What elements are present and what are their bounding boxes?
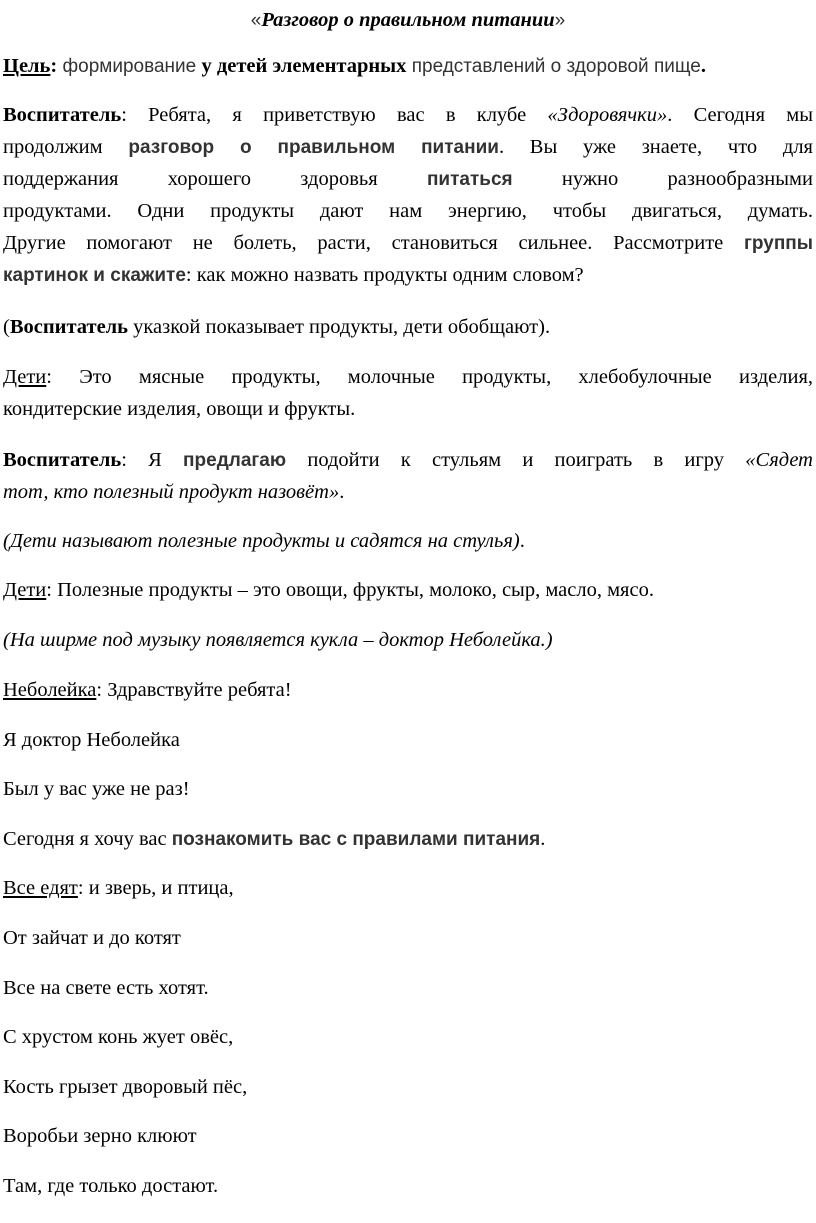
paragraph-1-line-4: продуктами. Одни продукты дают нам энергию, чтобы двигаться, думать. — [3, 200, 813, 222]
paragraph-6: Дети: Полезные продукты – это овощи, фрукты, молоко, сыр, масло, мясо. — [3, 579, 654, 601]
goal-label: Цель — [3, 55, 51, 77]
speaker-teacher: Воспитатель — [9, 316, 129, 338]
verse-line-4: Все на свете есть хотят. — [3, 977, 209, 999]
title-text: Разговор о правильном питании — [261, 9, 555, 31]
goal-text-2: представлений о здоровой пище — [406, 56, 701, 77]
paragraph-4-line-1: Воспитатель: Я предлагаю подойти к стульям и поиграть в игру «Сядет — [3, 449, 813, 471]
verse-line-5: С хрустом конь жует овёс, — [3, 1026, 234, 1048]
paragraph-3-line-1: Дети: Это мясные продукты, молочные продукты, хлебобулочные изделия, — [3, 366, 813, 388]
verse-line-3: От зайчат и до котят — [3, 927, 181, 949]
paragraph-5-stage-direction: (Дети называют полезные продукты и садятся на стулья). — [3, 530, 525, 552]
verse-line-8: Там, где только достают. — [3, 1175, 219, 1197]
paragraph-1-line-3: поддержания хорошего здоровья питаться нужно разнообразными — [3, 168, 813, 190]
verse-line-1: Я доктор Неболейка — [3, 729, 180, 751]
paragraph-4-line-2: тот, кто полезный продукт назовёт». — [3, 481, 345, 503]
goal-colon: : — [50, 55, 58, 77]
speaker-teacher: Воспитатель — [3, 449, 122, 471]
speaker-children: Дети — [3, 366, 47, 388]
speaker-children: Дети — [3, 579, 47, 601]
goal-end: . — [700, 55, 706, 77]
goal-bold: у детей элементарных — [201, 55, 407, 77]
goal-line — [3, 52, 816, 81]
speaker-teacher: Воспитатель — [3, 104, 122, 126]
speaker-neboleyka: Неболейка — [3, 679, 97, 701]
paragraph-3-line-2: кондитерские изделия, овощи и фрукты. — [3, 398, 356, 420]
verse-line-2: Был у вас уже не раз! — [3, 778, 190, 800]
title-open-quote: « — [250, 10, 262, 31]
paragraph-1-line-6: картинок и скажите: как можно назвать продукты одним словом? — [3, 264, 584, 286]
paragraph-11: Сегодня я хочу вас познакомить вас с правилами питания. — [3, 828, 546, 850]
club-name: «Здоровячки» — [547, 104, 668, 126]
paragraph-1-line-2: продолжим разговор о правильном питании. Вы уже знаете, что для — [3, 136, 813, 158]
paragraph-1-line-1: Воспитатель: Ребята, я приветствую вас в клубе «Здоровячки». Сегодня мы — [3, 104, 813, 126]
game-name: «Сядет — [745, 449, 813, 471]
verse-line-7: Воробьи зерно клюют — [3, 1125, 197, 1147]
all-eat-label: Все едят — [3, 877, 78, 899]
paragraph-12: Все едят: и зверь, и птица, — [3, 877, 234, 899]
paragraph-7-stage-direction: (На ширме под музыку появляется кукла – доктор Неболейка.) — [3, 629, 553, 651]
goal-text-1: формирование — [57, 56, 202, 77]
paragraph-2: (Воспитатель указкой показывает продукты, дети обобщают). — [3, 316, 551, 338]
verse-line-6: Кость грызет дворовый пёс, — [3, 1076, 248, 1098]
document-title — [0, 6, 816, 35]
paragraph-1-line-5: Другие помогают не болеть, расти, становиться сильнее. Рассмотрите группы — [3, 232, 813, 254]
title-close-quote: » — [554, 10, 566, 31]
paragraph-8: Неболейка: Здравствуйте ребята! — [3, 679, 292, 701]
